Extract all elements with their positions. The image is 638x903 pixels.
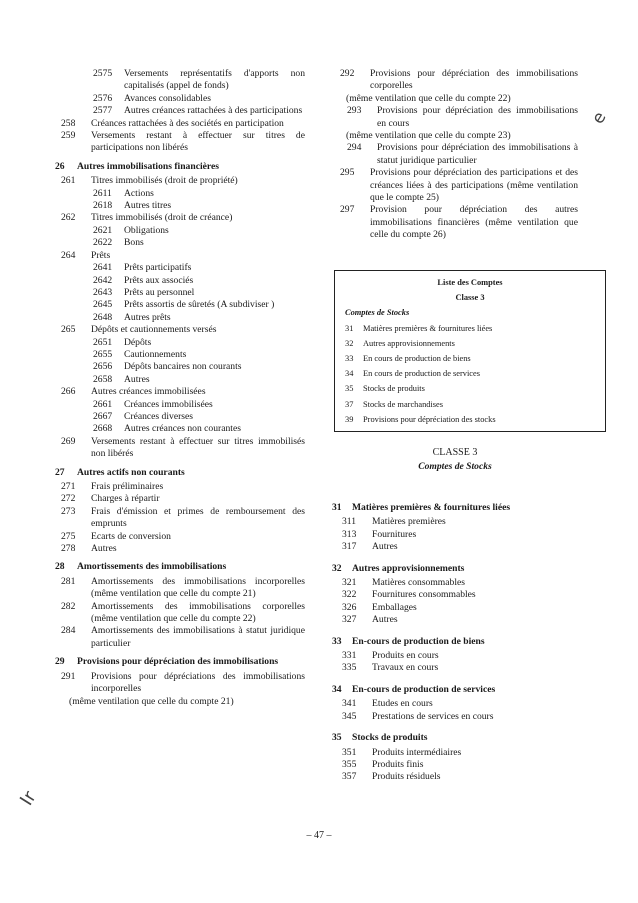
account-entry bbox=[55, 625, 305, 650]
account-label: Produits en cours bbox=[372, 650, 439, 662]
account-code: 2621 bbox=[93, 224, 113, 236]
account-code: 355 bbox=[342, 758, 357, 770]
account-code: 341 bbox=[342, 698, 357, 710]
account-code: 2576 bbox=[93, 92, 113, 104]
account-label: Créances rattachées à des sociétés en participation bbox=[91, 117, 284, 129]
account-label: Versements représentatifs d'apports non capitalisés (appel de fonds) bbox=[124, 68, 305, 92]
account-code: 282 bbox=[61, 600, 76, 612]
account-entry bbox=[55, 105, 305, 117]
account-code: 278 bbox=[61, 543, 76, 555]
account-label: Titres immobilisés (droit de créance) bbox=[91, 212, 233, 224]
account-entry bbox=[332, 684, 578, 696]
account-label: Avances consolidables bbox=[124, 92, 211, 104]
account-code: 35 bbox=[332, 732, 342, 744]
account-label: Matières premières bbox=[372, 516, 446, 528]
account-label: Créances diverses bbox=[124, 410, 193, 422]
account-label: Obligations bbox=[124, 224, 169, 236]
account-entry bbox=[332, 711, 578, 723]
account-code: 269 bbox=[61, 435, 76, 447]
account-code: 345 bbox=[342, 710, 357, 722]
account-entry bbox=[332, 502, 578, 514]
account-entry bbox=[332, 167, 578, 204]
box-item bbox=[345, 366, 595, 381]
account-code: 2658 bbox=[93, 373, 113, 385]
account-entry bbox=[55, 656, 305, 668]
account-code: 258 bbox=[61, 117, 76, 129]
box-section: Comptes de Stocks bbox=[345, 308, 410, 318]
page-number: – 47 – bbox=[306, 830, 332, 841]
account-label: Etudes en cours bbox=[372, 698, 433, 710]
account-label: Provisions pour dépréciation des immobilisations bbox=[77, 656, 279, 668]
account-entry bbox=[55, 130, 305, 155]
account-code: 32 bbox=[332, 562, 342, 574]
box-item bbox=[345, 336, 595, 351]
watermark-bottom-left: Ir bbox=[16, 787, 41, 810]
account-label: Ecarts de conversion bbox=[91, 530, 171, 542]
account-entry bbox=[332, 142, 578, 167]
account-code: 2641 bbox=[93, 262, 113, 274]
account-code: 2622 bbox=[93, 237, 113, 249]
account-entry bbox=[55, 543, 305, 555]
account-entry bbox=[55, 601, 305, 626]
account-entry bbox=[332, 732, 578, 744]
account-code: 2667 bbox=[93, 410, 113, 422]
account-entry bbox=[332, 747, 578, 759]
account-label: Autres prêts bbox=[124, 311, 171, 323]
account-label: Dépôts et cautionnements versés bbox=[91, 324, 217, 336]
box-item bbox=[345, 397, 595, 412]
class-heading bbox=[332, 446, 578, 474]
account-label: En-cours de production de services bbox=[352, 683, 496, 695]
account-entry bbox=[332, 614, 578, 626]
account-label: Versements restant à effectuer sur titres immobilisés non libérés bbox=[91, 435, 305, 460]
account-entry bbox=[55, 399, 305, 411]
account-code: 272 bbox=[61, 493, 76, 505]
account-code: 29 bbox=[55, 656, 65, 668]
account-entry bbox=[55, 423, 305, 435]
account-entry bbox=[55, 337, 305, 349]
account-code: 2648 bbox=[93, 311, 113, 323]
account-label: Cautionnements bbox=[124, 348, 187, 360]
account-entry bbox=[55, 361, 305, 373]
account-code: 275 bbox=[61, 530, 76, 542]
box-item-label: Stocks de produits bbox=[363, 384, 425, 394]
account-code: 294 bbox=[347, 142, 362, 154]
account-code: 28 bbox=[55, 561, 65, 573]
account-label: Prêts aux associés bbox=[124, 274, 194, 286]
account-entry bbox=[55, 411, 305, 423]
account-label: Autres immobilisations financières bbox=[77, 160, 219, 172]
account-code: 31 bbox=[332, 502, 342, 513]
account-code: 264 bbox=[61, 249, 76, 261]
account-code: 327 bbox=[342, 614, 357, 626]
box-item bbox=[345, 351, 595, 366]
account-entry bbox=[55, 118, 305, 130]
box-item bbox=[345, 412, 595, 427]
account-label: Prêts participatifs bbox=[124, 262, 192, 274]
class-title: CLASSE 3 bbox=[432, 447, 478, 458]
account-code: 34 bbox=[332, 683, 342, 695]
account-label: Bons bbox=[124, 237, 144, 249]
account-label: Autres bbox=[91, 543, 117, 555]
account-entry bbox=[332, 589, 578, 601]
account-entry bbox=[346, 93, 578, 105]
account-code: 284 bbox=[61, 625, 76, 637]
box-item-label: Stocks de marchandises bbox=[363, 399, 444, 409]
account-code: 259 bbox=[61, 130, 76, 142]
box-item bbox=[345, 321, 595, 336]
account-entry bbox=[55, 467, 305, 479]
account-entry bbox=[55, 225, 305, 237]
account-label: Fournitures consommables bbox=[372, 589, 476, 601]
account-label: Dépôts bancaires non courants bbox=[124, 361, 242, 373]
account-code: 297 bbox=[340, 204, 355, 216]
account-label: Frais préliminaires bbox=[91, 481, 164, 492]
account-entry bbox=[55, 576, 305, 601]
account-entry bbox=[69, 696, 305, 708]
account-label: Prêts au personnel bbox=[124, 286, 195, 298]
account-label: En-cours de production de biens bbox=[352, 635, 485, 647]
box-item-code: 39 bbox=[345, 414, 354, 424]
account-entry bbox=[55, 275, 305, 287]
account-entry bbox=[332, 577, 578, 589]
account-label: Provisions pour dépréciations des immobilisations incorporelles bbox=[91, 670, 305, 695]
account-code: 33 bbox=[332, 635, 342, 647]
account-code: 271 bbox=[61, 481, 76, 492]
account-code: 322 bbox=[342, 589, 357, 601]
box-item-label: En cours de production de services bbox=[363, 369, 480, 379]
account-label: (même ventilation que celle du compte 23) bbox=[346, 130, 511, 142]
account-entry bbox=[332, 662, 578, 674]
account-entry bbox=[332, 636, 578, 648]
account-label: Versements restant à effectuer sur titres de participations non libérés bbox=[91, 130, 305, 154]
account-entry bbox=[55, 237, 305, 249]
account-code: 2642 bbox=[93, 274, 113, 286]
account-code: 2643 bbox=[93, 286, 113, 298]
account-label: Matières premières & fournitures liées bbox=[352, 502, 511, 513]
account-entry bbox=[332, 516, 578, 528]
account-code: 2575 bbox=[93, 68, 113, 79]
account-label: Créances immobilisées bbox=[124, 398, 213, 410]
account-entry bbox=[55, 188, 305, 200]
account-label: Autres bbox=[372, 614, 398, 626]
account-entry bbox=[55, 200, 305, 212]
account-label: Autres créances immobilisées bbox=[91, 386, 206, 398]
account-entry bbox=[55, 287, 305, 299]
account-code: 262 bbox=[61, 212, 76, 224]
right-column-bottom bbox=[332, 493, 578, 784]
account-list-box bbox=[334, 270, 606, 432]
account-label: Provisions pour dépréciation des immobilisations corporelles bbox=[370, 68, 578, 92]
account-code: 311 bbox=[342, 516, 357, 528]
account-code: 313 bbox=[342, 528, 357, 540]
account-code: 273 bbox=[61, 505, 76, 517]
account-entry bbox=[55, 481, 305, 493]
account-entry bbox=[55, 262, 305, 274]
account-code: 2655 bbox=[93, 348, 113, 360]
account-code: 357 bbox=[342, 771, 357, 783]
account-label: Amortissements des immobilisations à statut juridique particulier bbox=[91, 625, 305, 649]
account-label: Autres bbox=[124, 373, 150, 385]
account-entry bbox=[332, 650, 578, 662]
account-label: Provisions pour dépréciation des immobilisations à statut juridique particulier bbox=[377, 142, 578, 166]
account-label: Provisions pour dépréciation des immobilisations en cours bbox=[377, 105, 578, 129]
account-entry bbox=[55, 175, 305, 187]
box-subtitle: Classe 3 bbox=[455, 293, 485, 303]
account-entry bbox=[332, 105, 578, 130]
account-entry bbox=[55, 250, 305, 262]
box-item-label: Autres approvisionnements bbox=[363, 338, 455, 348]
account-entry bbox=[346, 130, 578, 142]
account-label: Actions bbox=[124, 187, 154, 199]
account-code: 291 bbox=[61, 670, 76, 682]
account-entry bbox=[55, 161, 305, 173]
account-code: 2661 bbox=[93, 398, 113, 410]
box-item-code: 34 bbox=[345, 369, 354, 379]
account-entry bbox=[55, 374, 305, 386]
watermark-top-right: e bbox=[587, 108, 611, 128]
account-entry bbox=[55, 493, 305, 505]
account-label: (même ventilation que celle du compte 22) bbox=[346, 92, 511, 104]
account-label: Prêts assortis de sûretés (A subdiviser ) bbox=[124, 299, 275, 311]
account-code: 331 bbox=[342, 650, 357, 662]
account-label: Produits finis bbox=[372, 758, 424, 770]
account-code: 26 bbox=[55, 160, 65, 172]
account-label: Amortissements des immobilisations bbox=[77, 561, 227, 573]
account-code: 266 bbox=[61, 386, 76, 398]
account-entry bbox=[55, 561, 305, 573]
box-item-code: 33 bbox=[345, 354, 354, 364]
left-column bbox=[55, 68, 305, 708]
account-label: Dépôts bbox=[124, 336, 152, 348]
account-label: Autres créances non courantes bbox=[124, 423, 241, 435]
box-item-label: Provisions pour dépréciation des stocks bbox=[363, 414, 496, 424]
account-label: Provision pour dépréciation des autres immobilisations financières (même ventilation que celle du compte 26) bbox=[370, 204, 578, 241]
account-code: 261 bbox=[61, 175, 76, 187]
account-code: 293 bbox=[347, 105, 362, 117]
account-label: Amortissements des immobilisations corporelles (même ventilation que celle du compte 22) bbox=[91, 600, 305, 625]
account-entry bbox=[55, 531, 305, 543]
account-label: Produits intermédiaires bbox=[372, 746, 462, 758]
account-label: Autres titres bbox=[124, 200, 172, 212]
account-label: Autres créances rattachées à des participations bbox=[124, 105, 303, 117]
account-entry bbox=[55, 93, 305, 105]
box-item-code: 31 bbox=[345, 323, 354, 333]
account-label: Stocks de produits bbox=[352, 732, 428, 744]
box-item-code: 37 bbox=[345, 399, 354, 409]
box-item bbox=[345, 381, 595, 396]
box-item-code: 35 bbox=[345, 384, 354, 394]
account-code: 2668 bbox=[93, 423, 113, 435]
account-label: Fournitures bbox=[372, 528, 417, 540]
account-label: Prêts bbox=[91, 249, 111, 261]
account-label: Charges à répartir bbox=[91, 493, 160, 505]
account-code: 326 bbox=[342, 601, 357, 613]
box-title: Liste des Comptes bbox=[437, 278, 503, 287]
right-column-top bbox=[332, 68, 578, 242]
account-entry bbox=[55, 68, 305, 93]
account-label: Frais d'émission et primes de remboursement des emprunts bbox=[91, 505, 305, 530]
account-entry bbox=[55, 312, 305, 324]
account-entry bbox=[332, 759, 578, 771]
account-entry bbox=[55, 349, 305, 361]
account-entry bbox=[55, 506, 305, 531]
class-subtitle: Comptes de Stocks bbox=[418, 461, 492, 472]
account-entry bbox=[332, 698, 578, 710]
account-label: Amortissements des immobilisations incorporelles (même ventilation que celle du compte 21) bbox=[91, 575, 305, 600]
account-code: 27 bbox=[55, 466, 65, 478]
account-code: 281 bbox=[61, 575, 76, 587]
account-entry bbox=[332, 68, 578, 93]
account-code: 2577 bbox=[93, 105, 113, 117]
account-entry bbox=[55, 299, 305, 311]
account-code: 2651 bbox=[93, 336, 113, 348]
account-code: 265 bbox=[61, 324, 76, 336]
box-item-label: Matières premières & fournitures liées bbox=[363, 323, 493, 333]
account-entry bbox=[332, 204, 578, 241]
account-label: Prestations de services en cours bbox=[372, 710, 494, 722]
account-label: Provisions pour dépréciation des participations et des créances liées à des participations (même ventilation que le compte 25) bbox=[370, 167, 578, 204]
account-code: 2645 bbox=[93, 299, 113, 311]
account-entry bbox=[55, 436, 305, 461]
account-entry bbox=[332, 563, 578, 575]
account-label: Emballages bbox=[372, 601, 417, 613]
account-code: 2656 bbox=[93, 361, 113, 373]
account-code: 2611 bbox=[93, 187, 112, 199]
account-entry bbox=[332, 529, 578, 541]
account-label: Autres actifs non courants bbox=[77, 466, 185, 478]
account-entry bbox=[332, 771, 578, 783]
account-code: 2618 bbox=[93, 200, 113, 212]
box-items bbox=[345, 321, 595, 427]
box-item-code: 32 bbox=[345, 338, 354, 348]
account-entry bbox=[332, 602, 578, 614]
account-code: 317 bbox=[342, 541, 357, 553]
account-entry bbox=[332, 541, 578, 553]
account-label: Autres bbox=[372, 541, 398, 553]
account-label: Travaux en cours bbox=[372, 662, 439, 674]
account-code: 335 bbox=[342, 662, 357, 674]
account-code: 351 bbox=[342, 746, 357, 758]
box-item-label: En cours de production de biens bbox=[363, 354, 471, 364]
account-entry bbox=[55, 212, 305, 224]
account-label: (même ventilation que celle du compte 21) bbox=[69, 695, 234, 707]
account-entry bbox=[55, 671, 305, 696]
account-code: 292 bbox=[340, 68, 355, 79]
account-label: Titres immobilisés (droit de propriété) bbox=[91, 175, 238, 187]
account-label: Produits résiduels bbox=[372, 771, 441, 783]
account-entry bbox=[55, 324, 305, 336]
account-label: Autres approvisionnements bbox=[352, 562, 465, 574]
account-code: 295 bbox=[340, 167, 355, 179]
account-label: Matières consommables bbox=[372, 577, 465, 589]
account-entry bbox=[55, 386, 305, 398]
account-code: 321 bbox=[342, 577, 357, 589]
